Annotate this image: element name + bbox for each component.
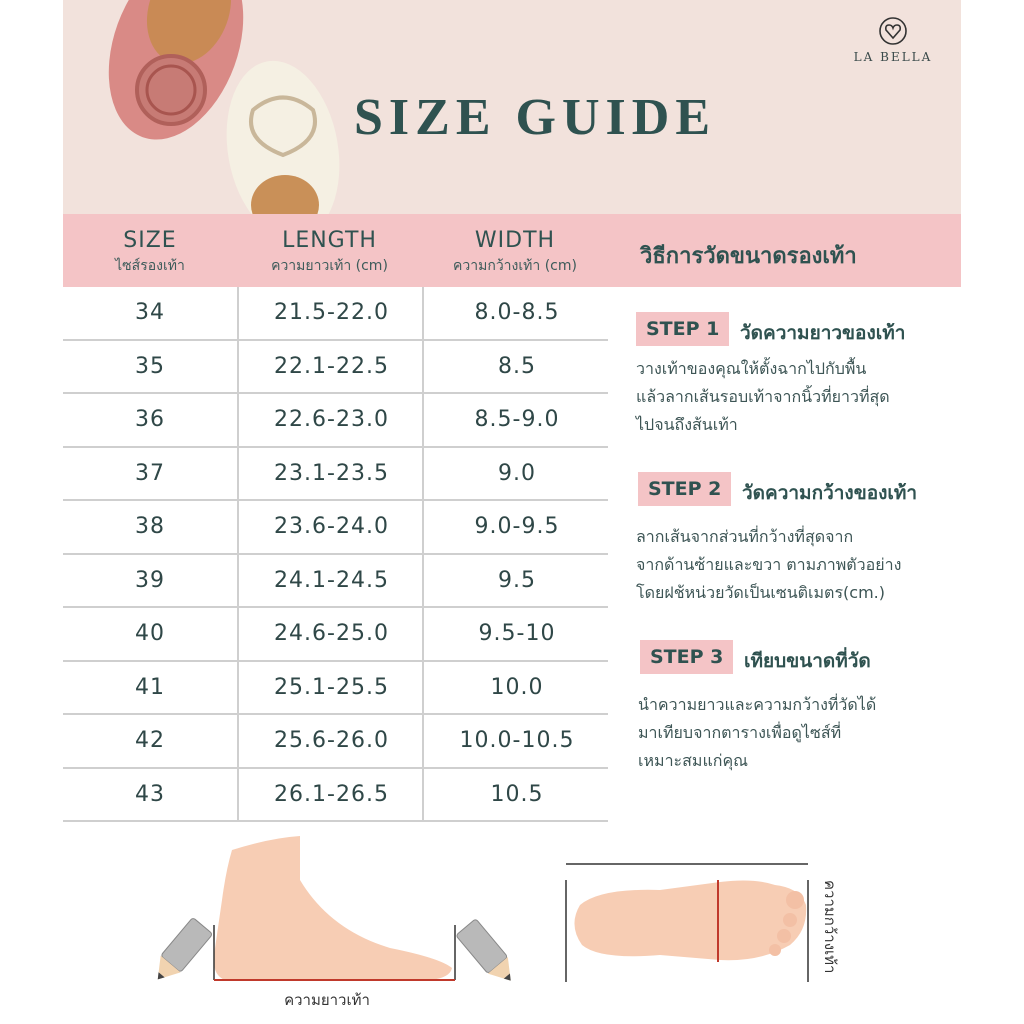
step-3-badge: STEP 3 [640, 640, 733, 674]
width-cell: 9.5-10 [422, 608, 610, 660]
step-1-line: แล้วลากเส้นรอบเท้าจากนิ้วที่ยาวที่สุด [636, 387, 890, 406]
length-cell: 23.6-24.0 [237, 501, 424, 553]
step-2-badge: STEP 2 [638, 472, 731, 506]
size-cell: 42 [135, 728, 165, 753]
header-width [422, 228, 608, 277]
length-cell: 23.1-23.5 [237, 448, 424, 500]
size-table [63, 287, 608, 822]
step-1-title: วัดความยาวของเท้า [740, 322, 906, 344]
size-cell: 41 [135, 674, 165, 700]
step-3-line: มาเทียบจากตารางเพื่อดูไซส์ที่ [638, 723, 842, 742]
heart-logo-icon [878, 16, 908, 46]
header-length-sublabel: ความยาวเท้า (cm) [271, 258, 388, 274]
size-cell: 35 [135, 353, 165, 379]
brand-name: LA BELLA [853, 50, 933, 64]
header-length-label: LENGTH [282, 228, 377, 253]
how-to-measure-heading: วิธีการวัดขนาดรองเท้า [640, 244, 857, 269]
length-cell: 21.5-22.0 [237, 287, 424, 339]
step-2-title: วัดความกว้างของเท้า [742, 482, 918, 504]
measurement-diagram [0, 820, 1024, 1024]
length-cell: 25.6-26.0 [237, 715, 424, 767]
length-caption: ความยาวเท้า [284, 991, 370, 1009]
length-cell: 24.1-24.5 [237, 555, 424, 607]
side-foot-illustration [214, 836, 452, 980]
header-size [63, 228, 237, 277]
table-row [63, 715, 608, 769]
table-row [63, 394, 608, 448]
length-cell: 22.6-23.0 [237, 394, 424, 446]
table-row [63, 769, 608, 823]
width-cell: 10.0 [422, 662, 610, 714]
header-width-sublabel: ความกว้างเท้า (cm) [453, 258, 577, 274]
step-3-line: นำความยาวและความกว้างที่วัดได้ [638, 695, 877, 714]
pencil-right-icon [456, 919, 521, 989]
top-foot-illustration [574, 881, 806, 961]
table-row [63, 448, 608, 502]
width-cell: 9.5 [422, 555, 610, 607]
width-cell: 10.0-10.5 [422, 715, 610, 767]
size-cell: 37 [135, 460, 165, 486]
size-cell: 34 [135, 300, 165, 325]
header-size-label: SIZE [123, 228, 177, 253]
header-length [237, 228, 422, 277]
table-row [63, 662, 608, 716]
length-cell: 25.1-25.5 [237, 662, 424, 714]
width-cell: 8.0-8.5 [422, 287, 610, 339]
step-1-badge: STEP 1 [636, 312, 729, 346]
page-title: SIZE GUIDE [354, 89, 716, 146]
width-caption: ความกว้างเท้า [821, 880, 839, 974]
width-cell: 10.5 [422, 769, 610, 821]
brand-logo [853, 16, 933, 64]
width-cell: 8.5 [422, 341, 610, 393]
length-cell: 22.1-22.5 [237, 341, 424, 393]
header-size-sublabel: ไซส์รองเท้า [115, 258, 185, 274]
step-2-line: โดยฝช้หน่วยวัดเป็นเซนติเมตร(cm.) [636, 583, 885, 602]
size-cell: 40 [135, 621, 165, 646]
step-3-title: เทียบขนาดที่วัด [744, 650, 871, 672]
size-cell: 39 [135, 567, 165, 593]
width-cell: 9.0-9.5 [422, 501, 610, 553]
table-row [63, 501, 608, 555]
step-1-line: วางเท้าของคุณให้ตั้งฉากไปกับพื้น [636, 359, 867, 378]
length-cell: 26.1-26.5 [237, 769, 424, 821]
step-3-line: เหมาะสมแก่คุณ [638, 751, 748, 770]
step-1-line: ไปจนถึงส้นเท้า [636, 415, 738, 434]
width-cell: 9.0 [422, 448, 610, 500]
size-cell: 43 [135, 781, 165, 807]
table-row [63, 608, 608, 662]
step-2-line: ลากเส้นจากส่วนที่กว้างที่สุดจาก [636, 527, 854, 546]
pencil-left-icon [148, 917, 213, 987]
step-1-body [636, 355, 956, 439]
table-row [63, 287, 608, 341]
table-row [63, 555, 608, 609]
size-cell: 38 [135, 514, 165, 539]
step-2-body [636, 523, 956, 607]
step-3-body [638, 691, 958, 775]
length-cell: 24.6-25.0 [237, 608, 424, 660]
step-2-line: จากด้านซ้ายและขวา ตามภาพตัวอย่าง [636, 555, 902, 574]
header-width-label: WIDTH [474, 228, 556, 253]
width-cell: 8.5-9.0 [422, 394, 610, 446]
size-cell: 36 [135, 407, 165, 432]
table-row [63, 341, 608, 395]
